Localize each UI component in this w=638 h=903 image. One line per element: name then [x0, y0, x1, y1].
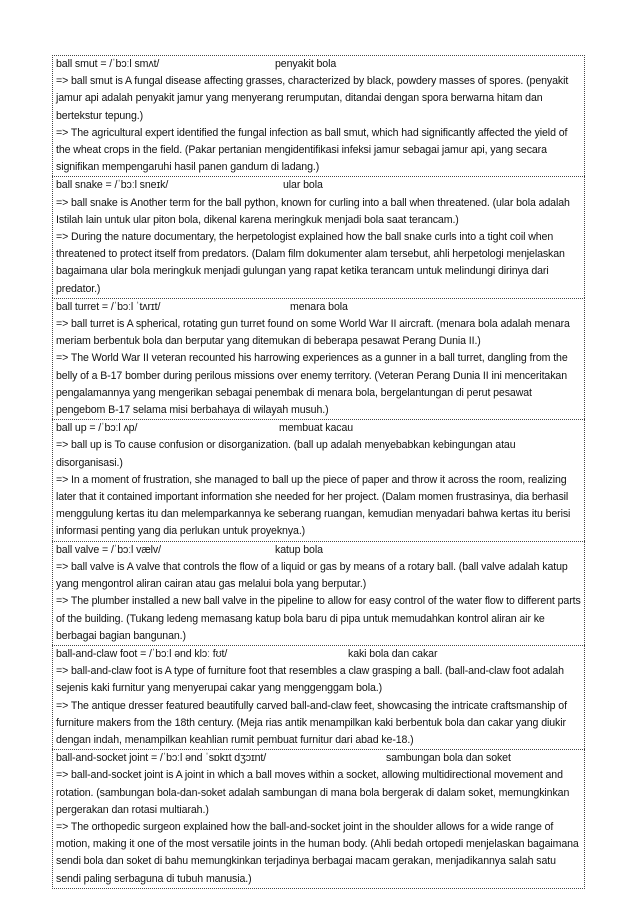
entry-example: => The agricultural expert identified the fungal infection as ball smut, which had significantly affected the yield of the wheat crops in the field. (Pakar pertanian mengidentifikasi infeksi jamur sebagai jamur api, yang secara signifikan mempengaruhi hasil panen gandum di ladang.): [56, 126, 568, 174]
entry-example: => The plumber installed a new ball valve in the pipeline to allow for easy control of the water flow to different parts of the building. (Tukang ledeng memasang katup bola baru di pipa untuk memudahkan kontrol aliran air ke berbagai bagian bangunan.): [56, 595, 581, 642]
entry-term: ball turret = /ˈbɔːl ˈtʌrɪt/: [56, 300, 161, 313]
entry-definition: => ball turret is A spherical, rotating gun turret found on some World War II aircraft. (menara bola adalah menara meriam berbentuk bola dan berputar yang ditemukan di beberapa pesawat Perang Dunia II.): [56, 318, 570, 348]
entry-term: ball up = /ˈbɔːl ʌp/: [56, 422, 138, 435]
entry-translation: menara bola: [290, 300, 348, 313]
glossary-entry: [52, 645, 585, 749]
entry-header: [56, 177, 582, 194]
entry-term: ball snake = /ˈbɔːl sneɪk/: [56, 179, 169, 192]
entry-header: [56, 750, 582, 767]
entry-example: => During the nature documentary, the herpetologist explained how the ball snake curls into a tight coil when threatened to protect itself from predators. (Dalam film dokumenter alam tersebut, ahli herpetologi menjelaskan bagaimana ular bola meringkuk menjadi gulungan yang rapat ketika terancam untuk melindungi dirinya dari predator.): [56, 231, 565, 295]
glossary-entry: [52, 541, 585, 645]
entry-definition: => ball smut is A fungal disease affecting grasses, characterized by black, powdery masses of spores. (penyakit jamur api adalah penyakit jamur yang menyerang rerumputan, ditandai dengan spora berwarna hitam dan bertekstur tepung.): [56, 75, 569, 122]
entry-definition: => ball snake is Another term for the ball python, known for curling into a ball when threatened. (ular bola adalah Istilah lain untuk ular piton bola, dikenal karena meringkuk menjadi bola saat terancam.): [56, 196, 570, 226]
entry-translation: katup bola: [275, 543, 323, 556]
entry-example: => The antique dresser featured beautifully carved ball-and-claw feet, showcasing the intricate craftsmanship of furniture makers from the 18th century. (Meja rias antik menampilkan kaki berbentuk bola dan cakar yang diukir dengan indah, menampilkan keahlian rumit pembuat furnitur dari abad ke-18.): [56, 699, 567, 746]
entry-term: ball-and-socket joint = /ˈbɔːl ənd ˈsɒkɪt dʒɔɪnt/: [56, 752, 267, 765]
entry-term: ball-and-claw foot = /ˈbɔːl ənd klɔː fʊt/: [56, 647, 228, 660]
entry-definition: => ball-and-claw foot is A type of furniture foot that resembles a claw grasping a ball. (ball-and-claw foot adalah sejenis kaki furnitur yang menyerupai cakar yang menggenggam bola.): [56, 665, 564, 695]
entry-definition: => ball up is To cause confusion or disorganization. (ball up adalah menyebabkan kebingungan atau disorganisasi.): [56, 439, 516, 469]
entry-example: => In a moment of frustration, she managed to ball up the piece of paper and throw it across the room, realizing later that it contained important information she needed for her project. (Dalam momen frustrasinya, dia berhasil menggulung kertas itu dan melemparkannya ke seberang ruangan, kemudian menyadari bahwa kertas itu berisi informasi penting yang dia perlukan untuk proyeknya.): [56, 473, 571, 538]
entry-header: [56, 56, 582, 73]
entry-translation: membuat kacau: [279, 422, 354, 435]
glossary-entry: [52, 749, 585, 889]
entry-translation: penyakit bola: [275, 58, 337, 70]
glossary-entry: [52, 176, 585, 297]
entry-header: [56, 542, 582, 559]
entry-translation: ular bola: [283, 179, 323, 192]
entry-header: [56, 420, 582, 437]
entry-example: => The World War II veteran recounted his harrowing experiences as a gunner in a ball turret, dangling from the belly of a B-17 bomber during perilous missions over enemy territory. (Veteran Perang Dunia II ini menceritakan pengalamannya yang mengerikan sebagai penembak di menara bola, bergelantungan di perut pesawat pengebom B-17 selama misi berbahaya di wilayah musuh.): [56, 352, 568, 417]
entry-term: ball valve = /ˈbɔːl vælv/: [56, 543, 161, 556]
entry-term: ball smut = /ˈbɔːl smʌt/: [56, 58, 160, 70]
entry-definition: => ball-and-socket joint is A joint in which a ball moves within a socket, allowing multidirectional movement and rotation. (sambungan bola-dan-soket adalah sambungan di mana bola bergerak di dalam soket, memungkinkan pergerakan dan rotasi multiarah.): [56, 769, 570, 816]
entry-translation: kaki bola dan cakar: [348, 647, 438, 660]
entry-example: => The orthopedic surgeon explained how the ball-and-socket joint in the shoulder allows for a wide range of motion, making it one of the most versatile joints in the human body. (Ahli bedah ortopedi menjelaskan bagaimana sendi bola dan soket di bahu memungkinkan terjadinya berbagai macam gerakan, menjadikannya salah satu sendi paling serbaguna di tubuh manusia.): [56, 820, 579, 885]
entry-header: [56, 646, 582, 663]
entry-translation: sambungan bola dan soket: [386, 752, 511, 765]
glossary-entry: [52, 419, 585, 540]
glossary-entry: [52, 298, 585, 419]
entry-definition: => ball valve is A valve that controls the flow of a liquid or gas by means of a rotary ball. (ball valve adalah katup yang mengontrol aliran cairan atau gas melalui bola yang berputar.): [56, 560, 568, 591]
glossary-document: [52, 55, 585, 889]
glossary-entry: [52, 55, 585, 176]
entry-header: [56, 299, 582, 316]
